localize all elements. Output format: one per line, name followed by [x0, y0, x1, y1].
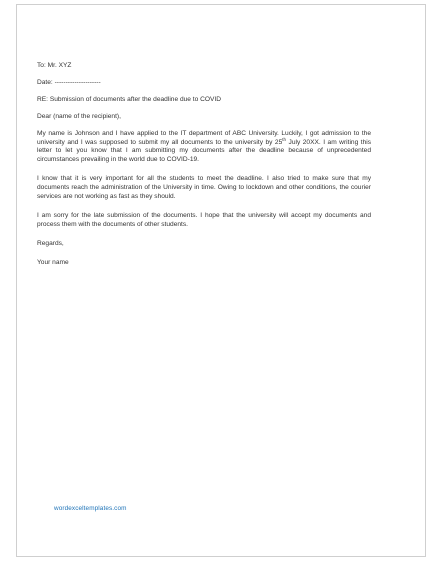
signature: Your name	[37, 258, 69, 266]
salutation: Dear (name of the recipient),	[37, 112, 121, 120]
ordinal-suffix: th	[282, 136, 287, 142]
recipient-line: To: Mr. XYZ	[37, 62, 72, 69]
date-line: Date: ---------------------	[37, 78, 101, 86]
paragraph-1-text-b: July 20XX. I am writing this letter to let you know that I am submitting my documents after the deadline because of unprecedented circumstances prevailing in the world due to COVID-19.	[37, 138, 371, 164]
paragraph-1-text-a: My name is Johnson and I have applied to the IT department of ABC University. Luckily, I got admission to the university and I was supposed to submit my all documents to the university by 25	[37, 129, 371, 146]
letter-body	[37, 62, 371, 268]
subject-line: RE: Submission of documents after the deadline due to COVID	[37, 95, 221, 103]
paragraph-2: I know that it is very important for all the students to meet the deadline. I also tried to make sure that my documents reach the administration of the University in time. Owing to lockdown and other conditions, the courier services are not working as fast as they should.	[37, 175, 371, 201]
website-watermark: wordexceltemplates.com	[54, 505, 127, 512]
paragraph-3: I am sorry for the late submission of the documents. I hope that the university will accept my documents and process them with the documents of other students.	[37, 211, 371, 228]
closing: Regards,	[37, 239, 64, 247]
paragraph-1	[37, 130, 371, 166]
